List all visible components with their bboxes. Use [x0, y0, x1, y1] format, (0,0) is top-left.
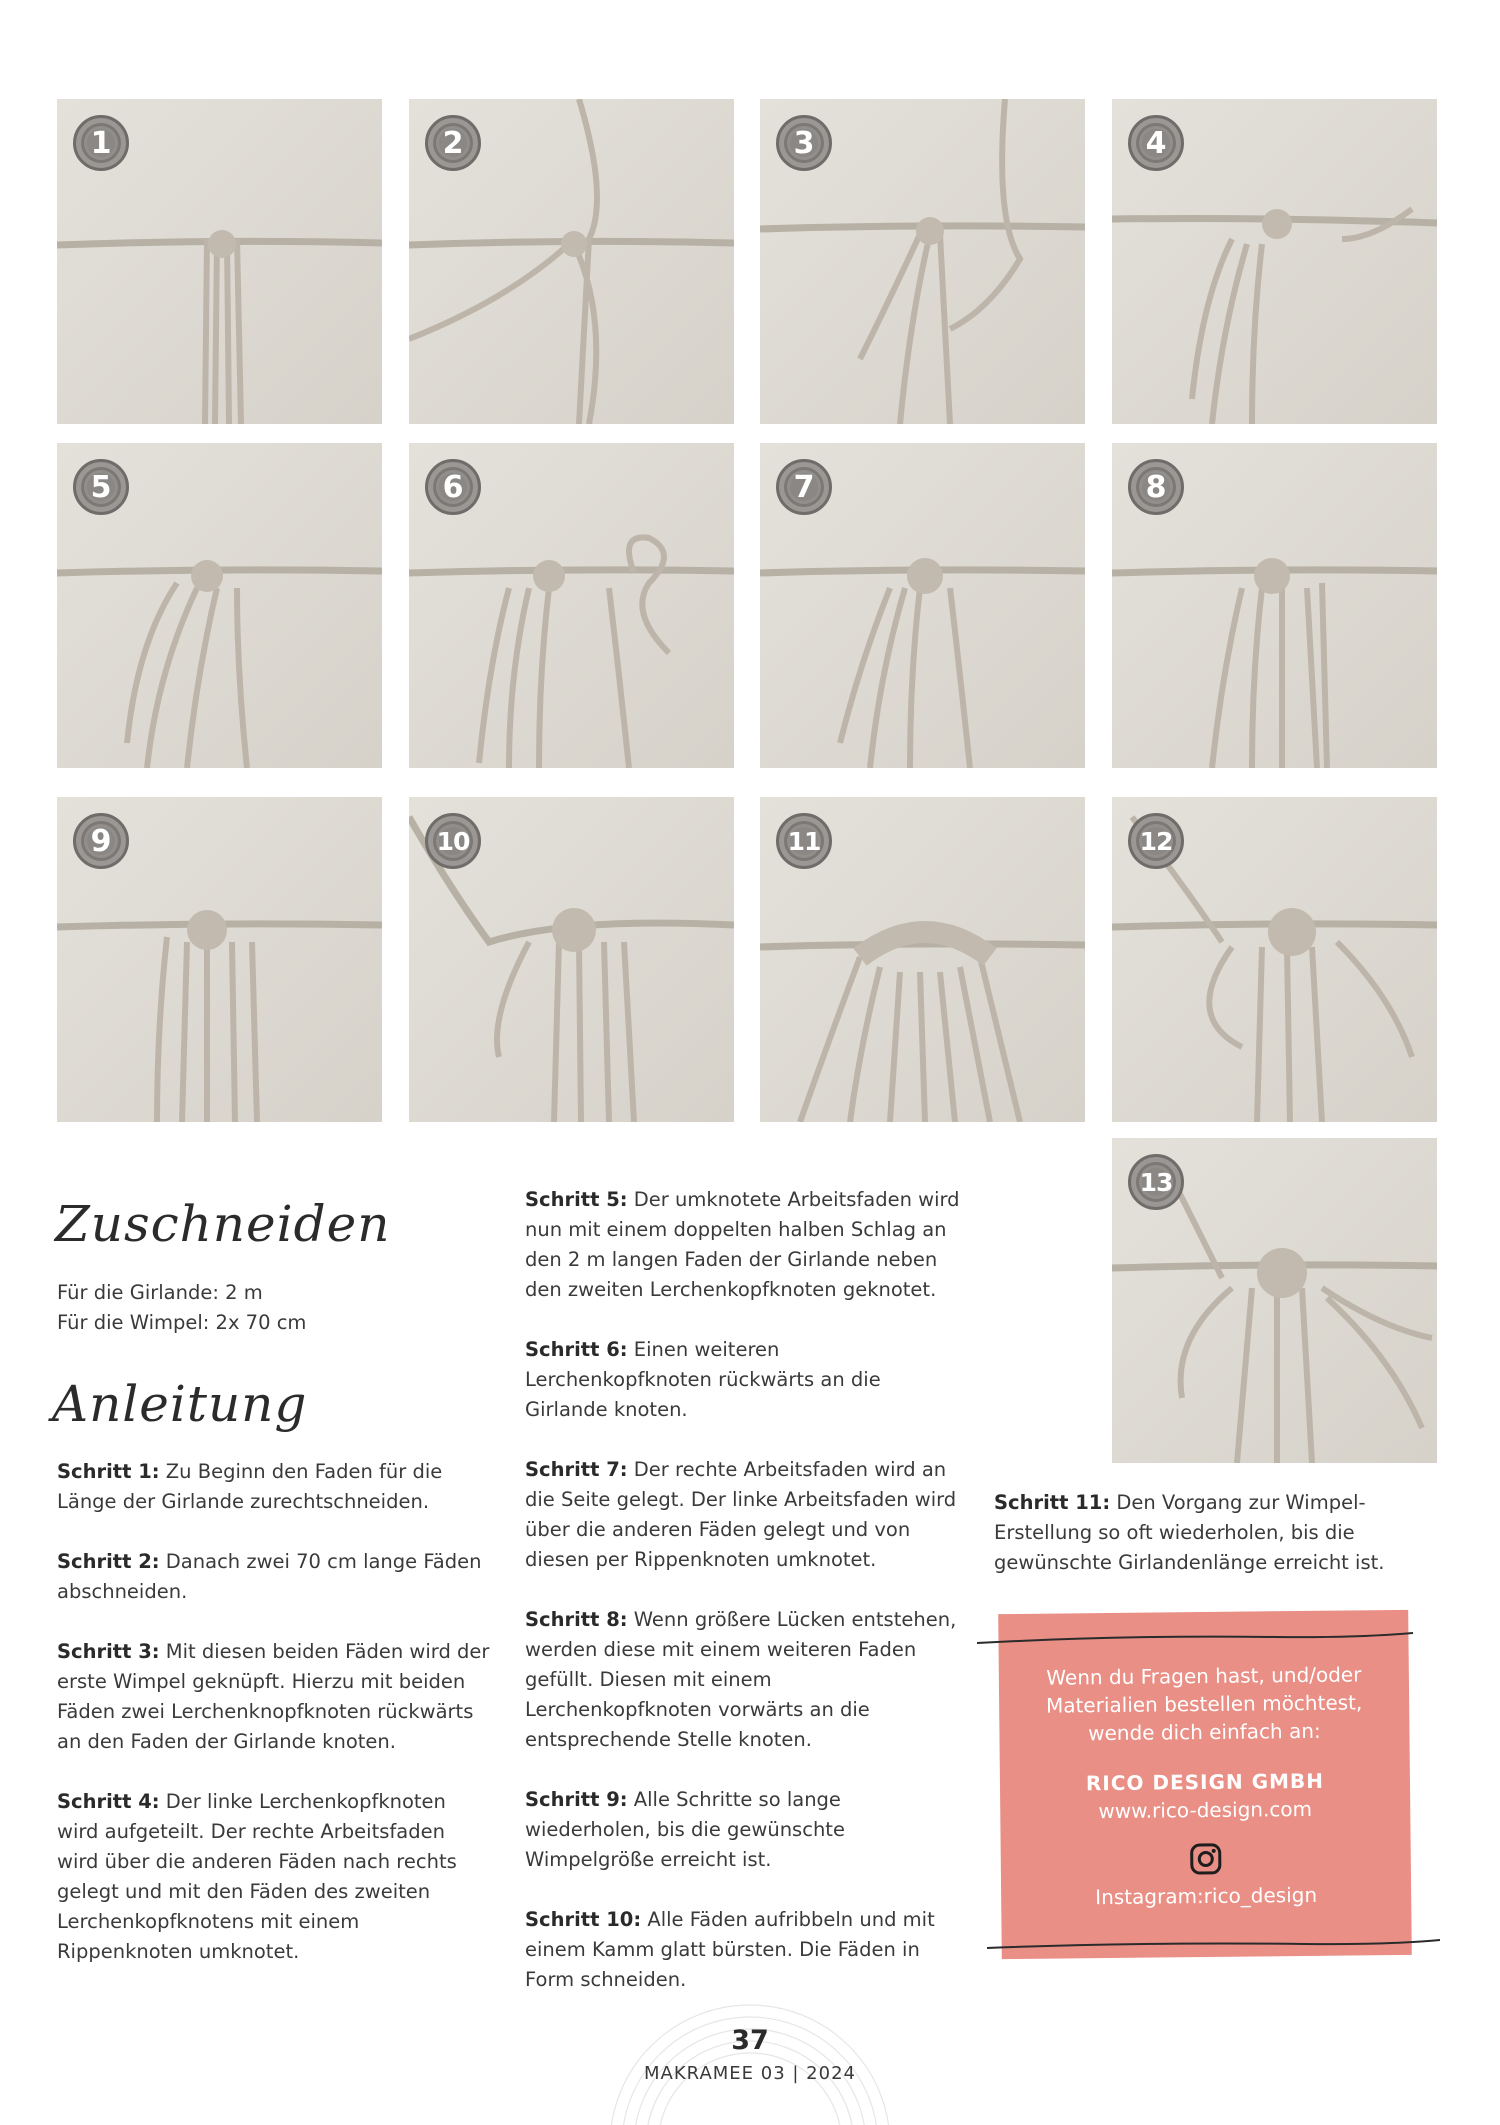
- step-7: Schritt 7: Der rechte Arbeitsfaden wird an die Seite gelegt. Der linke Arbeitsfaden wird über die anderen Fäden gelegt und von diesen per Rippenknoten umknotet.: [525, 1458, 957, 1571]
- instructions-column-1: [57, 1457, 492, 1997]
- step-6: Schritt 6: Einen weiteren Lerchenkopfknoten rückwärts an die Girlande knoten.: [525, 1338, 881, 1421]
- magazine-issue: MAKRAMEE 03 | 2024: [644, 2063, 856, 2084]
- step-photo-2: [409, 99, 734, 424]
- cut-line-garland: Für die Girlande: 2 m: [57, 1281, 263, 1304]
- step-2: Schritt 2: Danach zwei 70 cm lange Fäden abschneiden.: [57, 1550, 482, 1603]
- step-photo-12: [1112, 797, 1437, 1122]
- step-photo-11: [760, 797, 1085, 1122]
- footer-circle-decoration: [600, 1995, 900, 2125]
- cut-line-pennant: Für die Wimpel: 2x 70 cm: [57, 1311, 307, 1334]
- step-photo-7: [760, 443, 1085, 768]
- step-photo-9: [57, 797, 382, 1122]
- step-number-badge: 13: [1128, 1154, 1184, 1210]
- step-3: Schritt 3: Mit diesen beiden Fäden wird der erste Wimpel geknüpft. Hierzu mit beiden Fäden zwei Lerchenknopfknoten rückwärts an den Faden der Girlande knoten.: [57, 1640, 490, 1753]
- step-10: Schritt 10: Alle Fäden aufribbeln und mit einem Kamm glatt bürsten. Die Fäden in Form schneiden.: [525, 1908, 935, 1991]
- step-8: Schritt 8: Wenn größere Lücken entstehen, werden diese mit einem weiteren Faden gefüllt. Diesen mit einem Lerchenkopfknoten vorwärts an die entsprechende Stelle knoten.: [525, 1608, 957, 1751]
- contact-line-1: Wenn du Fragen hast, und/oder: [1046, 1662, 1362, 1690]
- step-number-badge: 7: [776, 459, 832, 515]
- contact-box: [998, 1610, 1412, 1959]
- step-1: Schritt 1: Zu Beginn den Faden für die Länge der Girlande zurechtschneiden.: [57, 1460, 443, 1513]
- step-4: Schritt 4: Der linke Lerchenkopfknoten wird aufgeteilt. Der rechte Arbeitsfaden wird über die anderen Fäden nach rechts gelegt und mit den Fäden des zweiten Lerchenkopfknotens mit einem Rippenknoten umknotet.: [57, 1790, 457, 1963]
- step-number-badge: 11: [776, 813, 832, 869]
- contact-top-swoop: [975, 1625, 1415, 1655]
- step-5: Schritt 5: Der umknotete Arbeitsfaden wird nun mit einem doppelten halben Schlag an den 2 m langen Faden der Girlande neben den zweiten Lerchenkopfknoten geknotet.: [525, 1188, 960, 1301]
- step-number-badge: 5: [73, 459, 129, 515]
- company-name: RICO DESIGN GMBH: [1085, 1768, 1325, 1796]
- step-number-badge: 1: [73, 115, 129, 171]
- step-9: Schritt 9: Alle Schritte so lange wiederholen, bis die gewünschte Wimpelgröße erreicht ist.: [525, 1788, 845, 1871]
- step-photo-1: [57, 99, 382, 424]
- website-link[interactable]: www.rico-design.com: [1098, 1796, 1313, 1824]
- step-number-badge: 9: [73, 813, 129, 869]
- instructions-column-2: [525, 1185, 960, 2025]
- instructions-heading: Anleitung: [52, 1375, 308, 1433]
- step-photo-3: [760, 99, 1085, 424]
- step-number-badge: 4: [1128, 115, 1184, 171]
- cut-heading: Zuschneiden: [55, 1195, 391, 1253]
- page-number: 37: [731, 2025, 769, 2056]
- step-number-badge: 3: [776, 115, 832, 171]
- step-number-badge: 8: [1128, 459, 1184, 515]
- step-photo-13: [1112, 1138, 1437, 1463]
- step-photo-6: [409, 443, 734, 768]
- step-photo-10: [409, 797, 734, 1122]
- step-photo-5: [57, 443, 382, 768]
- cut-details: [57, 1278, 497, 1338]
- step-number-badge: 12: [1128, 813, 1184, 869]
- instructions-column-3: [994, 1488, 1434, 1608]
- step-number-badge: 6: [425, 459, 481, 515]
- instagram-handle[interactable]: Instagram:rico_design: [1095, 1882, 1318, 1910]
- step-11: Schritt 11: Den Vorgang zur Wimpel-Erstellung so oft wiederholen, bis die gewünschte Girlandenlänge erreicht ist.: [994, 1491, 1385, 1574]
- step-number-badge: 2: [425, 115, 481, 171]
- step-number-badge: 10: [425, 813, 481, 869]
- step-photo-4: [1112, 99, 1437, 424]
- contact-line-2: Materialien bestellen möchtest,: [1045, 1690, 1363, 1718]
- step-photo-8: [1112, 443, 1437, 768]
- contact-bottom-swoop: [985, 1930, 1445, 1960]
- contact-line-3: wende dich einfach an:: [1088, 1718, 1321, 1746]
- instagram-icon[interactable]: [1001, 1840, 1411, 1880]
